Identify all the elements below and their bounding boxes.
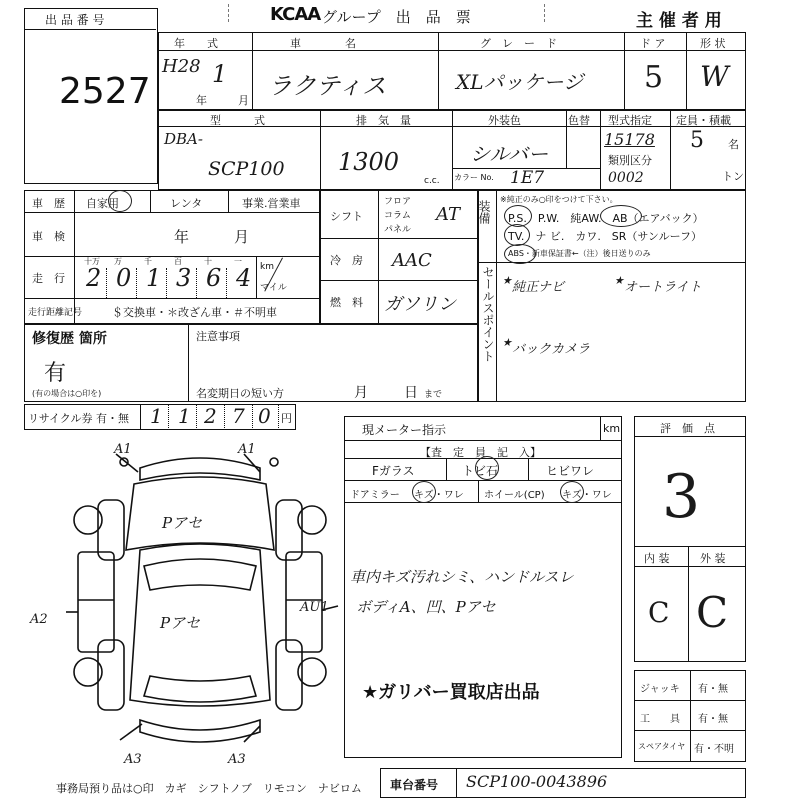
category-label: 類別区分 bbox=[608, 154, 652, 167]
wheel-options: キズ・ワレ bbox=[562, 490, 612, 501]
mileage-note: ＄交換車・＊改ざん車・＃不明車 bbox=[112, 306, 277, 319]
dash-marks-right bbox=[530, 4, 545, 22]
mirror-label: ドアミラー bbox=[350, 490, 400, 501]
document-title: グループ 出 品 票 bbox=[322, 8, 471, 26]
unit-100: 百 bbox=[174, 257, 182, 266]
unit-10k: 万 bbox=[114, 257, 122, 266]
model-label: 型 式 bbox=[210, 114, 265, 127]
spare-options: 有・不明 bbox=[694, 744, 734, 755]
chassis-label: 車台番号 bbox=[390, 778, 439, 792]
diagram-mark-a3-left: A3 bbox=[124, 752, 142, 767]
grade-label: グ レ ー ド bbox=[480, 37, 557, 50]
exterior-grade: C bbox=[696, 588, 729, 637]
diagram-mark-au1: AU1 bbox=[300, 600, 329, 615]
shift-label: シフト bbox=[330, 210, 363, 223]
diagram-left-front-fender bbox=[98, 500, 124, 560]
model-prefix: DBA- bbox=[164, 130, 203, 148]
rating-label: 評 価 点 bbox=[660, 422, 715, 435]
tobi-label: トビ石 bbox=[462, 464, 499, 478]
equipment-line-3: ABS・新車保証書←（注）後日送りのみ bbox=[508, 249, 651, 258]
km-unit: km bbox=[260, 262, 274, 272]
inspector-comment-1: 車内キズ汚れシミ、ハンドルスレ bbox=[350, 568, 574, 586]
history-label: 車 歴 bbox=[32, 197, 65, 210]
car-name-label: 車 名 bbox=[290, 37, 356, 50]
equipment-note: ※純正のみ○印をつけて下さい。 bbox=[500, 195, 618, 204]
repair-note: (有の場合は○印を) bbox=[32, 389, 102, 398]
expiry-until: まで bbox=[424, 390, 443, 400]
star-mark-3: ★ bbox=[502, 336, 512, 349]
rating-score: 3 bbox=[662, 462, 701, 532]
expiry-month: 月 bbox=[354, 385, 368, 401]
exterior-label: 外 装 bbox=[700, 552, 726, 565]
equipment-circle-aw bbox=[600, 205, 642, 227]
wheel-circle bbox=[560, 481, 584, 503]
caution-label: 注意事項 bbox=[196, 330, 240, 343]
inspector-section-label: 【査 定 員 記 入】 bbox=[420, 446, 541, 459]
inspector-comment-2: ボディA、凹、Pアセ bbox=[356, 598, 496, 616]
recycle-digit-2: 1 bbox=[178, 404, 191, 428]
jack-label: ジャッキ bbox=[640, 684, 680, 695]
mirror-circle bbox=[412, 481, 436, 503]
history-rental: レンタ bbox=[170, 197, 203, 210]
hibiware-label: ヒビワレ bbox=[546, 464, 595, 478]
shift-column: コラム bbox=[384, 211, 411, 221]
star-mark-2: ★ bbox=[614, 274, 624, 287]
category-number: 0002 bbox=[608, 170, 644, 186]
lot-number-label: 出 品 番 号 bbox=[45, 13, 105, 27]
shape-label: 形 状 bbox=[700, 37, 726, 50]
month-unit: 月 bbox=[238, 94, 249, 107]
color-no-label: カラー No. bbox=[454, 173, 494, 182]
mileage-grid bbox=[78, 256, 254, 298]
recycle-label: リサイクル券 有・無 bbox=[28, 412, 129, 425]
mileage-label: 走 行 bbox=[32, 272, 65, 285]
organizer-label: 主 催 者 用 bbox=[636, 11, 722, 31]
mirror-options: キズ・ワレ bbox=[414, 490, 464, 501]
diagram-mark-a3-right: A3 bbox=[228, 752, 246, 767]
inspection-value: 年 月 bbox=[174, 228, 250, 246]
ac-value: AAC bbox=[392, 250, 432, 271]
unit-100k: 十万 bbox=[84, 257, 100, 266]
mileage-digit-2: 0 bbox=[116, 264, 132, 292]
mile-unit: マイル bbox=[260, 283, 287, 293]
displacement-value: 1300 bbox=[338, 148, 400, 176]
cc-unit: c.c. bbox=[424, 176, 440, 186]
displacement-label: 排 気 量 bbox=[356, 114, 411, 127]
ton-unit: トン bbox=[722, 170, 744, 183]
equipment-line-2: TV. ナ ビ. カワ. SR（サンルーフ） bbox=[508, 230, 703, 243]
recycle-yen: 円 bbox=[281, 412, 292, 425]
expiry-day: 日 bbox=[404, 385, 418, 401]
year-unit: 年 bbox=[196, 94, 207, 107]
meter-km: km bbox=[603, 422, 621, 435]
tool-options: 有・無 bbox=[698, 714, 728, 725]
history-business: 事業.営業車 bbox=[242, 197, 301, 210]
unit-10: 十 bbox=[204, 257, 212, 266]
recycle-digit-4: 7 bbox=[232, 404, 245, 428]
equipment-circle-tv bbox=[504, 224, 530, 246]
diagram-mark-a2: A2 bbox=[30, 612, 48, 627]
meter-label: 現メーター指示 bbox=[362, 423, 447, 437]
shift-panel: パネル bbox=[384, 225, 412, 235]
recycle-digit-5: 0 bbox=[258, 404, 271, 428]
shift-value: AT bbox=[436, 204, 461, 225]
mileage-note-label: 走行距離記号 bbox=[28, 308, 83, 318]
interior-grade: C bbox=[648, 596, 670, 629]
equipment-label: 装備 bbox=[477, 200, 491, 224]
recycle-digit-3: 2 bbox=[204, 404, 217, 428]
fuel-value: ガソリン bbox=[384, 294, 456, 315]
diagram-mark-a1-right: A1 bbox=[238, 442, 256, 457]
chassis-value: SCP100-0043896 bbox=[466, 772, 608, 791]
diagram-windshield bbox=[144, 559, 256, 590]
year-label: 年 式 bbox=[174, 37, 218, 50]
diagram-right-front-fender bbox=[276, 500, 302, 560]
door-label: ド ア bbox=[640, 37, 666, 50]
unit-1: 一 bbox=[234, 257, 242, 266]
mileage-digit-6: 4 bbox=[236, 264, 252, 292]
mileage-digit-1: 2 bbox=[86, 264, 102, 292]
interior-label: 内 装 bbox=[644, 552, 670, 565]
shop-notice: ★ガリバー買取店出品 bbox=[362, 682, 540, 703]
recycle-digit-1: 1 bbox=[150, 404, 163, 428]
shift-floor: フロア bbox=[384, 197, 412, 207]
ac-label: 冷 房 bbox=[330, 254, 363, 267]
color-change-label: 色替 bbox=[568, 114, 590, 127]
unit-1k: 千 bbox=[144, 257, 152, 266]
capacity-unit: 名 bbox=[728, 138, 739, 151]
equipment-circle-abs bbox=[504, 244, 536, 264]
capacity-label: 定員・積載 bbox=[676, 114, 731, 127]
year-value: 1 bbox=[212, 60, 228, 88]
repair-value: 有 bbox=[44, 361, 67, 386]
history-private: 自家用 bbox=[86, 197, 119, 210]
lot-number: 2527 bbox=[59, 71, 151, 112]
tool-label: 工 具 bbox=[640, 714, 680, 725]
storage-note: 事務局預り品は○印 カギ シフトノブ リモコン ナビロム bbox=[56, 782, 362, 795]
tobi-circle bbox=[475, 456, 499, 480]
inspection-label: 車 検 bbox=[32, 230, 65, 243]
car-name: ラクティス bbox=[268, 72, 387, 100]
diagram-mark-roof: Pアセ bbox=[160, 614, 200, 632]
diagram-rear-bumper bbox=[140, 720, 260, 742]
color-no-value: 1E7 bbox=[510, 168, 545, 188]
mileage-digit-4: 3 bbox=[176, 264, 192, 292]
diagram-left-doors bbox=[78, 552, 114, 652]
color-label: 外装色 bbox=[488, 114, 521, 127]
sales-point-3: バックカメラ bbox=[512, 342, 591, 357]
repair-label: 修復歴 箇所 bbox=[32, 331, 107, 347]
shape-value: W bbox=[700, 60, 729, 93]
title-brand: KCAA bbox=[270, 4, 321, 25]
sales-point-1: 純正ナビ bbox=[512, 280, 565, 295]
equipment-line-1: P.S. P.W. 純AW. AB（エアバック） bbox=[508, 212, 704, 225]
lot-number-box bbox=[24, 8, 158, 184]
fuel-label: 燃 料 bbox=[330, 296, 363, 309]
mileage-digit-3: 1 bbox=[146, 264, 162, 292]
approval-number: 15178 bbox=[604, 130, 655, 149]
year-era: H28 bbox=[162, 56, 201, 77]
doors-value: 5 bbox=[644, 60, 664, 95]
grade-value: XLパッケージ bbox=[456, 70, 584, 94]
sales-point-2: オートライト bbox=[624, 280, 702, 295]
mileage-digit-5: 6 bbox=[206, 264, 222, 292]
spare-label: スペアタイヤ bbox=[638, 742, 686, 751]
color-value: シルバー bbox=[470, 142, 549, 166]
jack-options: 有・無 bbox=[698, 684, 728, 695]
wheel-label: ホイール(CP) bbox=[484, 490, 545, 501]
dash-marks-left bbox=[228, 4, 243, 22]
glass-label: Fガラス bbox=[372, 464, 415, 478]
model-value: SCP100 bbox=[208, 158, 285, 180]
model-approval-label: 型式指定 bbox=[608, 114, 652, 127]
diagram-mark-hood: Pアセ bbox=[162, 514, 202, 532]
diagram-rear-window bbox=[144, 676, 256, 702]
capacity-value: 5 bbox=[690, 128, 704, 153]
star-mark-1: ★ bbox=[502, 274, 512, 287]
diagram-mark-a1-left: A1 bbox=[114, 442, 132, 457]
private-circle bbox=[108, 190, 132, 212]
sales-point-label: セールスポイント bbox=[481, 266, 495, 362]
expiry-label: 名変期日の短い方 bbox=[196, 387, 284, 400]
